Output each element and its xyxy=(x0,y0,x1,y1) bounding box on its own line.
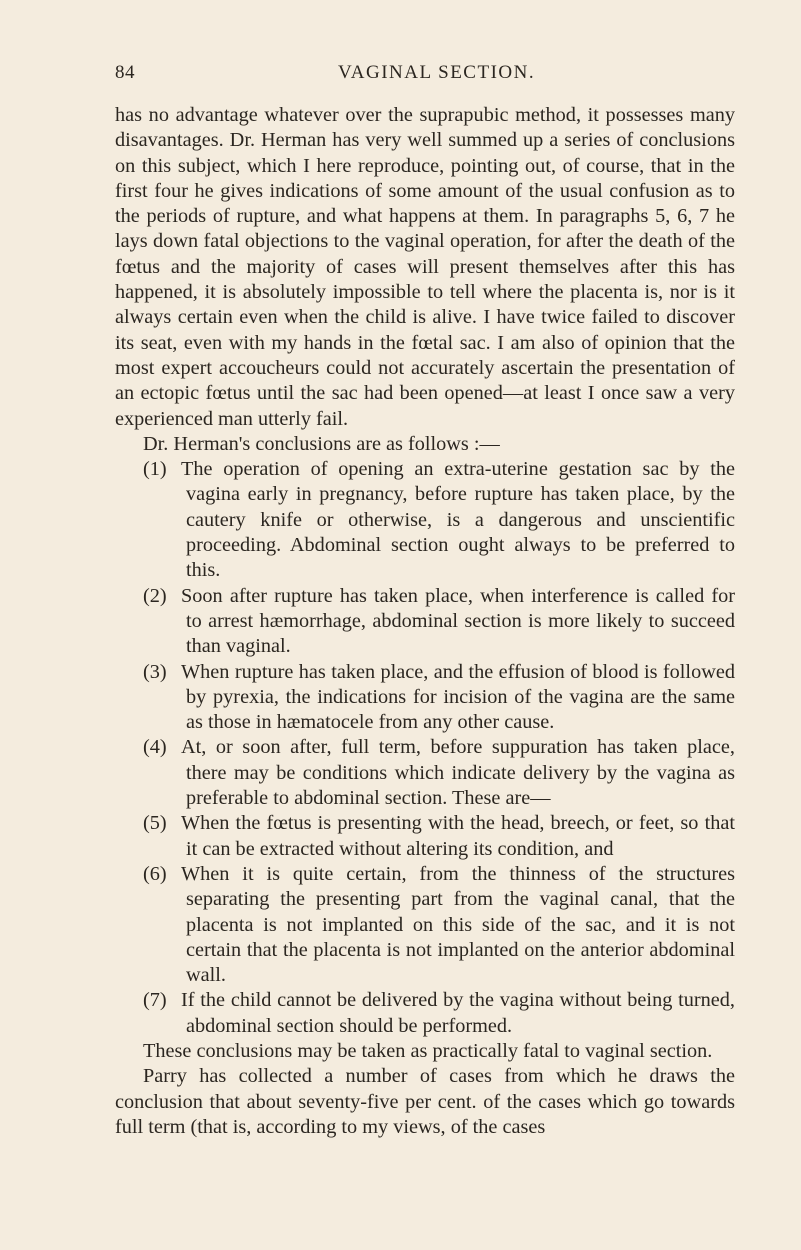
list-item-text: When rupture has taken place, and the effusion of blood is followed by pyrexia, the indications for incision of the vagina are the same as those in hæmatocele from any other cause. xyxy=(181,660,735,734)
list-item-text: When the fœtus is presenting with the head, breech, or feet, so that it can be extracted without altering its condition, and xyxy=(181,812,735,860)
paragraph-continuation: has no advantage whatever over the suprapubic method, it possesses many disavantages. Dr. Herman has very well summed up a series of conclusions on this subject, which I here reproduce, pointing out, of course, that in the first four he gives indications of some amount of the usual confusion as to the periods of rupture, and what happens at them. In paragraphs 5, 6, 7 he lays down fatal objections to the vaginal operation, for after the death of the fœtus and the majority of cases will present themselves after this has happened, it is absolutely impossible to tell where the placenta is, nor is it always certain even when the child is alive. I have twice failed to discover its seat, even with my hands in the fœtal sac. I am also of opinion that the most expert accoucheurs could not accurately ascertain the presentation of an ectopic fœtus until the sac had been opened—at least I once saw a very experienced man utterly fail. xyxy=(115,104,735,430)
list-item xyxy=(115,735,735,811)
list-item-number: (3) xyxy=(143,660,167,683)
page-number: 84 xyxy=(115,62,135,83)
list-item xyxy=(115,457,735,583)
list-item-number: (2) xyxy=(143,584,167,607)
list-item xyxy=(115,660,735,736)
list-item-number: (7) xyxy=(143,989,167,1012)
list-item-text: The operation of opening an extra-uterine gestation sac by the vagina early in pregnancy, before rupture has taken place, by the cautery knife or otherwise, is a dangerous and unscientific proceeding. Abdominal section ought always to be preferred to this. xyxy=(181,458,735,582)
list-item-text: At, or soon after, full term, before suppuration has taken place, there may be conditions which indicate delivery by the vagina as preferable to abdominal section. These are— xyxy=(181,736,735,810)
list-item xyxy=(115,862,735,988)
list-item xyxy=(115,811,735,862)
list-item xyxy=(115,584,735,660)
list-item-number: (5) xyxy=(143,812,167,835)
conclusions-list xyxy=(115,457,735,1039)
paragraph-parry: Parry has collected a number of cases from which he draws the conclusion that about seventy-five per cent. of the cases which go towards full term (that is, according to my views, of the cases xyxy=(115,1065,735,1138)
list-item xyxy=(115,988,735,1039)
list-item-number: (1) xyxy=(143,458,167,481)
paragraph-conclusions-fatal: These conclusions may be taken as practically fatal to vaginal section. xyxy=(143,1039,713,1062)
running-head: VAGINAL SECTION. xyxy=(338,62,536,83)
paragraph-conclusions-intro: Dr. Herman's conclusions are as follows :— xyxy=(143,432,500,455)
list-item-text: Soon after rupture has taken place, when interference is called for to arrest hæmorrhage, abdominal section is more likely to succeed than vaginal. xyxy=(181,584,735,658)
list-item-number: (6) xyxy=(143,862,167,885)
page-header xyxy=(115,62,735,86)
list-item-text: If the child cannot be delivered by the vagina without being turned, abdominal section should be performed. xyxy=(181,989,735,1037)
body-text xyxy=(115,103,735,1140)
list-item-text: When it is quite certain, from the thinness of the structures separating the presenting part from the vaginal canal, that the placenta is not implanted on this side of the sac, and it is not certain that the placenta is not implanted on the anterior abdominal wall. xyxy=(181,862,735,987)
list-item-number: (4) xyxy=(143,736,167,759)
